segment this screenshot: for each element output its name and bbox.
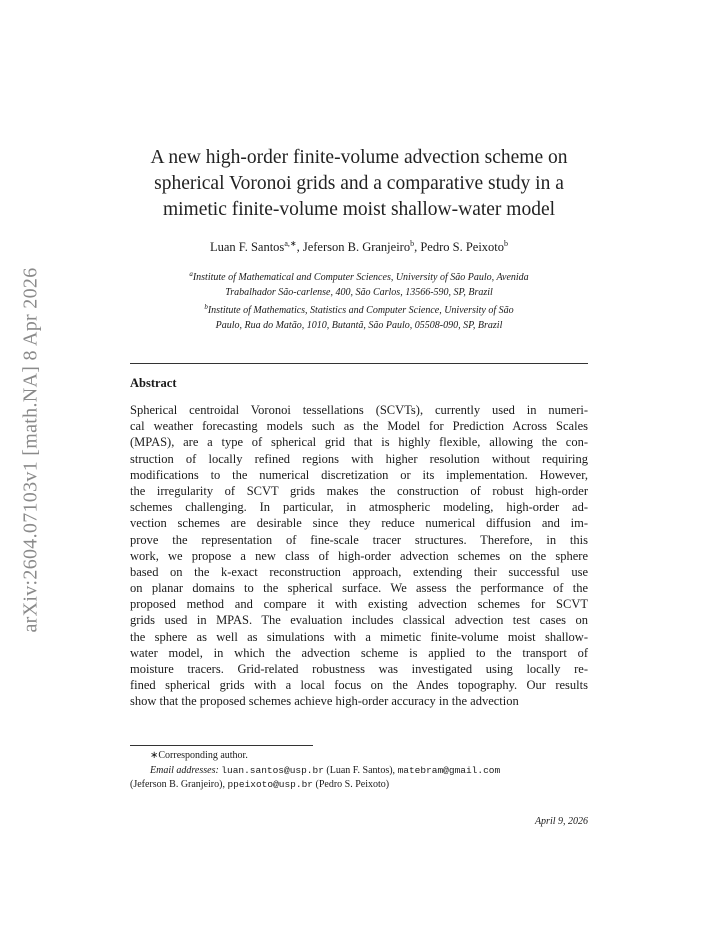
footnote-divider [130,745,313,746]
email-owner: (Pedro S. Peixoto) [315,779,390,790]
author-name: Pedro S. Peixoto [420,240,505,254]
abstract-line: vection schemes are desirable since they reduce numerical diffusion and im- [130,516,588,531]
affiliations [120,267,598,333]
affiliation-text: Institute of Mathematics, Statistics and Computer Science, University of São [207,305,514,316]
abstract-body [130,402,588,710]
abstract-heading: Abstract [130,376,177,390]
abstract-line: schemes challenging. In particular, in atmospheric modeling, high-order ad- [130,500,588,515]
affiliation-mark: a [189,270,193,278]
title-line: mimetic finite-volume moist shallow-water model [162,199,556,220]
affiliation-mark: b [204,303,208,311]
affiliation-line: Paulo, Rua do Matão, 1010, Butantã, São Paulo, 05508-090, SP, Brazil [215,319,503,331]
affiliation-line [120,267,598,286]
abstract-line: cal weather forecasting models such as the Model for Prediction Across Scales [130,419,588,434]
email-owner: (Luan F. Santos), [326,764,396,776]
abstract-divider [130,363,588,364]
author-marks: b [504,239,509,248]
abstract-line: the sphere as well as simulations with a mimetic finite-volume moist shallow- [130,629,588,644]
email-link[interactable]: ppeixoto@usp.br [227,779,313,790]
preprint-date: April 9, 2026 [534,816,588,827]
affiliation-line [120,300,598,319]
email-owner: (Jeferson B. Granjeiro), [130,779,225,790]
abstract-line: (MPAS), are a type of spherical grid that is highly flexible, allowing the con- [130,435,588,450]
abstract-line: prove the representation of fine-scale tracer structures. Therefore, in this [130,532,588,547]
affiliation-line: Trabalhador São-carlense, 400, São Carlos, 13566-590, SP, Brazil [225,286,493,298]
abstract-line: modifications to the numerical discretization or its implementation. However, [130,467,588,482]
email-line-continued [130,778,588,793]
abstract-line: based on the k-exact reconstruction approach, extending their successful use [130,564,588,579]
abstract-line: Spherical centroidal Voronoi tessellations (SCVTs), currently used in numeri- [130,403,588,417]
footnotes [130,749,588,793]
abstract-line: proposed method and compare it with existing advection schemes for SCVT [130,597,588,612]
abstract-line: work, we propose a new class of high-order advection schemes on the sphere [130,548,588,563]
paper-title [120,145,598,223]
author-marks: a,∗ [284,239,297,248]
title-line: A new high-order finite-volume advection scheme on [150,147,568,168]
title-line: spherical Voronoi grids and a comparative study in a [154,173,564,194]
email-line [130,764,588,779]
email-link[interactable]: matebram@gmail.com [397,764,501,776]
abstract-line: struction of locally refined regions with higher resolution without requiring [130,451,588,466]
affiliation-text: Institute of Mathematical and Computer Sciences, University of São Paulo, Avenida [192,272,529,283]
author-name: Jeferson B. Granjeiro [302,240,411,254]
email-label: Email addresses: [150,764,219,776]
author-list: Luan F. Santos$^{a,∗}$, Jeferson B. Granjeiro$^b$, Pedro S. Peixoto$^b$ [209,239,509,254]
corresponding-author-note: ∗Corresponding author. [150,750,248,761]
abstract-line: grids used in MPAS. The evaluation includes classical advection test cases on [130,613,588,628]
arxiv-identifier: arXiv:2604.07103v1 [math.NA] 8 Apr 2026 [19,267,42,633]
abstract-line: moisture tracers. Grid-related robustness was investigated using locally re- [130,662,588,676]
author-marks: b [410,239,415,248]
abstract-line: fined spherical grids with a local focus on the Andes topography. Our results [130,678,588,693]
abstract-line: on planar domains to the spherical surface. We assess the performance of the [130,581,588,596]
abstract-line: water model, in which the advection scheme is applied to the transport of [130,645,588,660]
abstract-line: show that the proposed schemes achieve high-order accuracy in the advection [130,694,519,709]
author-name: Luan F. Santos [209,240,285,254]
email-link[interactable]: luan.santos@usp.br [221,764,324,776]
arxiv-stamp [16,250,46,650]
abstract-line: the irregularity of SCVT grids makes the construction of robust high-order [130,483,588,498]
